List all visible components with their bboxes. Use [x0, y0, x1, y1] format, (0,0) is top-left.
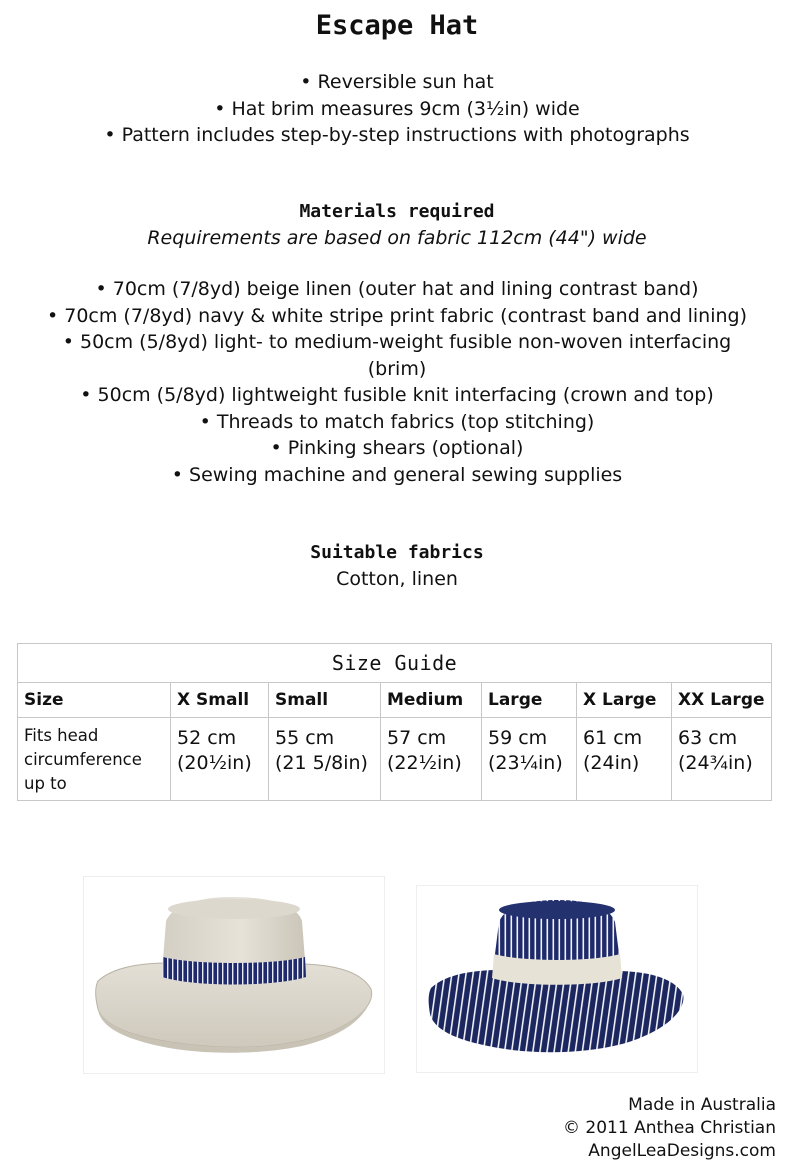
column-header: Size: [18, 683, 171, 718]
beige-hat-image: [84, 877, 384, 1073]
size-cell: [577, 718, 672, 801]
material-item: • Sewing machine and general sewing supplies: [171, 463, 623, 486]
material-item: • Threads to match fabrics (top stitching): [199, 410, 595, 433]
inch-value: (21 5/8in): [275, 752, 368, 774]
size-cell: [381, 718, 482, 801]
fabrics-heading: Suitable fabrics: [310, 542, 484, 563]
material-item: • 70cm (7/8yd) navy & white stripe print fabric (contrast band and lining): [47, 304, 747, 327]
table-header-row: [18, 683, 772, 718]
inch-value: (22½in): [387, 752, 462, 774]
materials-heading: Materials required: [299, 201, 495, 222]
size-cell: [269, 718, 381, 801]
footer-copyright: © 2011 Anthea Christian: [563, 1118, 776, 1138]
materials-list: [0, 276, 794, 488]
beige-hat-photo: [83, 876, 385, 1074]
size-guide-caption: Size Guide: [18, 644, 772, 683]
feature-list: [0, 69, 794, 149]
material-item: (brim): [367, 357, 427, 380]
feature-item: • Reversible sun hat: [300, 71, 494, 93]
cm-value: 57 cm: [387, 727, 447, 749]
cm-value: 61 cm: [583, 727, 643, 749]
inch-value: (24¾in): [678, 752, 753, 774]
column-header: X Large: [577, 683, 672, 718]
feature-item: • Pattern includes step-by-step instructions with photographs: [104, 124, 690, 146]
material-item: • Pinking shears (optional): [270, 437, 524, 459]
column-header: Small: [269, 683, 381, 718]
cm-value: 52 cm: [177, 727, 237, 749]
materials-note: Requirements are based on fabric 112cm (44") wide: [147, 227, 647, 249]
navy-hat-photo: [416, 885, 698, 1073]
footer-origin: Made in Australia: [628, 1095, 776, 1115]
table-row: [18, 718, 772, 801]
inch-value: (24in): [583, 752, 640, 774]
inch-value: (20½in): [177, 752, 252, 774]
size-cell: [482, 718, 577, 801]
navy-hat-image: [417, 886, 697, 1072]
size-cell: [171, 718, 269, 801]
size-cell: [672, 718, 772, 801]
cm-value: 63 cm: [678, 727, 738, 749]
column-header: Medium: [381, 683, 482, 718]
row-label: Fits head circumference up to: [18, 718, 171, 801]
cm-value: 55 cm: [275, 727, 335, 749]
fabrics-text: Cotton, linen: [336, 568, 458, 590]
footer: [563, 1094, 776, 1163]
material-item: • 50cm (5/8yd) lightweight fusible knit interfacing (crown and top): [80, 384, 714, 406]
feature-item: • Hat brim measures 9cm (3½in) wide: [214, 97, 580, 120]
page-title: Escape Hat: [315, 10, 479, 41]
column-header: Large: [482, 683, 577, 718]
cm-value: 59 cm: [488, 727, 548, 749]
footer-website: AngelLeaDesigns.com: [588, 1141, 776, 1161]
material-item: • 70cm (7/8yd) beige linen (outer hat and lining contrast band): [95, 278, 699, 300]
material-item: • 50cm (5/8yd) light- to medium-weight fusible non-woven interfacing: [62, 331, 732, 353]
size-guide-table: [17, 643, 772, 801]
column-header: XX Large: [672, 683, 772, 718]
column-header: X Small: [171, 683, 269, 718]
inch-value: (23¼in): [488, 752, 563, 774]
